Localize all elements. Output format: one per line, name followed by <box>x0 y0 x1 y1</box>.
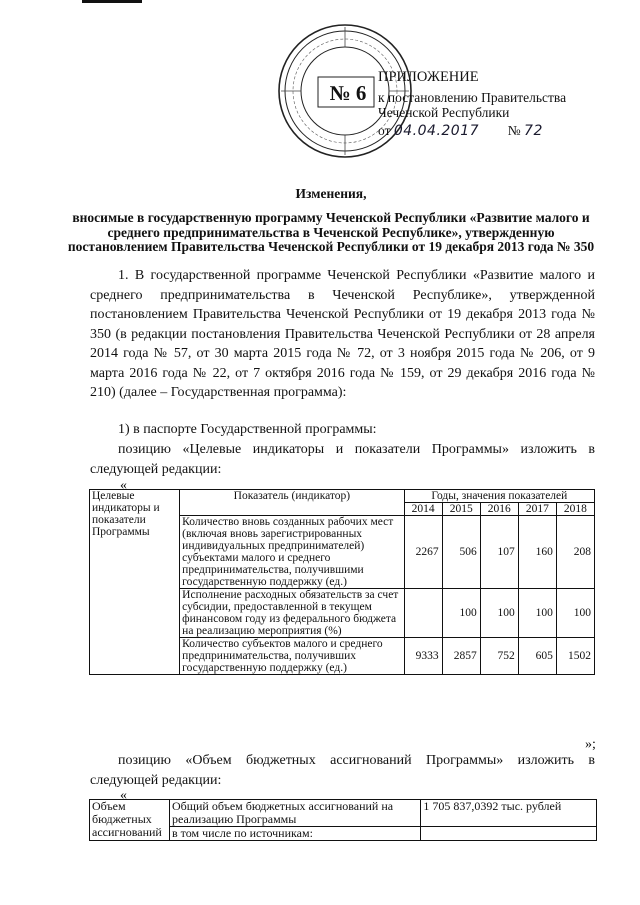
number-label: № <box>507 123 521 138</box>
value-cell: 2857 <box>442 638 480 675</box>
value-cell: 160 <box>518 516 556 589</box>
budget-total-value: 1 705 837,0392 тыс. рублей <box>421 800 597 827</box>
value-cell: 2267 <box>404 516 442 589</box>
paragraph-2: 1) в паспорте Государственной программы: <box>118 422 377 437</box>
value-cell: 107 <box>480 516 518 589</box>
indicator-name: Количество субъектов малого и среднего предпринимательства, получивших государственную поддержку (ед.) <box>180 638 404 675</box>
date-prefix: от <box>378 123 391 138</box>
value-cell: 752 <box>480 638 518 675</box>
year-cell: 2017 <box>518 503 556 516</box>
table-header-row <box>90 490 595 503</box>
handwritten-date: 04.04.2017 <box>393 123 480 139</box>
document-subtitle: вносимые в государственную программу Чеченской Республики «Развитие малого и среднего предпринимательства в Чеченской Республике», утвержденную постановлением Правительства Чеченской Республики от 19 декабря 2013 года № 350 <box>67 210 595 254</box>
paragraph-1: 1. В государственной программе Чеченской Республики «Развитие малого и среднего предпринимательства в Чеченской Республике», утвержденной постановлением Правительства Чеченской Республики от 19 декабря 2013 года № 350 (в редакции постановления Правительства Чеченской Республики от 28 апреля 2014 года № 57, от 30 марта 2015 года № 72, от 3 ноября 2015 года № 206, от 9 марта 2016 года № 22, от 7 октября 2016 года № 159, от 29 декабря 2016 года № 210) (далее – Государственная программа): <box>90 268 595 400</box>
indicators-table <box>89 489 595 675</box>
handwritten-number: 72 <box>524 123 543 139</box>
value-cell: 100 <box>556 589 594 638</box>
appendix-date-line <box>378 123 543 139</box>
appendix-title: ПРИЛОЖЕНИЕ <box>378 69 479 85</box>
indicator-name: Исполнение расходных обязательств за счет субсидии, предоставленной в текущем финансовом году из федерального бюджета на реализацию мероприятия (%) <box>180 589 404 638</box>
year-cell: 2014 <box>404 503 442 516</box>
seal-number: № 6 <box>329 81 367 105</box>
value-cell: 506 <box>442 516 480 589</box>
indicator-header: Показатель (индикатор) <box>180 490 404 516</box>
value-cell: 1502 <box>556 638 594 675</box>
paragraph-4: позицию «Объем бюджетных ассигнований Программы» изложить в следующей редакции: <box>90 753 595 788</box>
paragraph-3: позицию «Целевые индикаторы и показатели Программы» изложить в следующей редакции: <box>90 442 595 477</box>
quote-open-2: « <box>120 788 127 803</box>
years-header: Годы, значения показателей <box>404 490 594 503</box>
budget-row-header: Объем бюджетных ассигнований <box>90 800 170 841</box>
budget-table <box>89 799 597 841</box>
top-rule <box>82 0 142 3</box>
row-header-cell: Целевые индикаторы и показатели Программы <box>90 490 180 675</box>
table-row <box>90 800 597 827</box>
document-title: Изменения, <box>295 186 367 201</box>
year-cell: 2016 <box>480 503 518 516</box>
value-cell: 100 <box>518 589 556 638</box>
quote-open-1: « <box>120 478 127 493</box>
value-cell: 100 <box>442 589 480 638</box>
indicator-name: Количество вновь созданных рабочих мест (включая вновь зарегистрированных индивидуальных предпринимателей) субъектами малого и среднего предпринимательства, получившими государственную поддержку (ед.) <box>180 516 404 589</box>
value-cell <box>404 589 442 638</box>
appendix-line3: Чеченской Республики <box>378 105 510 120</box>
budget-sources-value <box>421 827 597 841</box>
budget-total-label: Общий объем бюджетных ассигнований на реализацию Программы <box>169 800 420 827</box>
budget-sources-label: в том числе по источникам: <box>169 827 420 841</box>
quote-close-1: »; <box>585 737 596 752</box>
year-cell: 2015 <box>442 503 480 516</box>
appendix-line2: к постановлению Правительства <box>378 90 567 105</box>
value-cell: 605 <box>518 638 556 675</box>
value-cell: 100 <box>480 589 518 638</box>
value-cell: 208 <box>556 516 594 589</box>
year-cell: 2018 <box>556 503 594 516</box>
value-cell: 9333 <box>404 638 442 675</box>
